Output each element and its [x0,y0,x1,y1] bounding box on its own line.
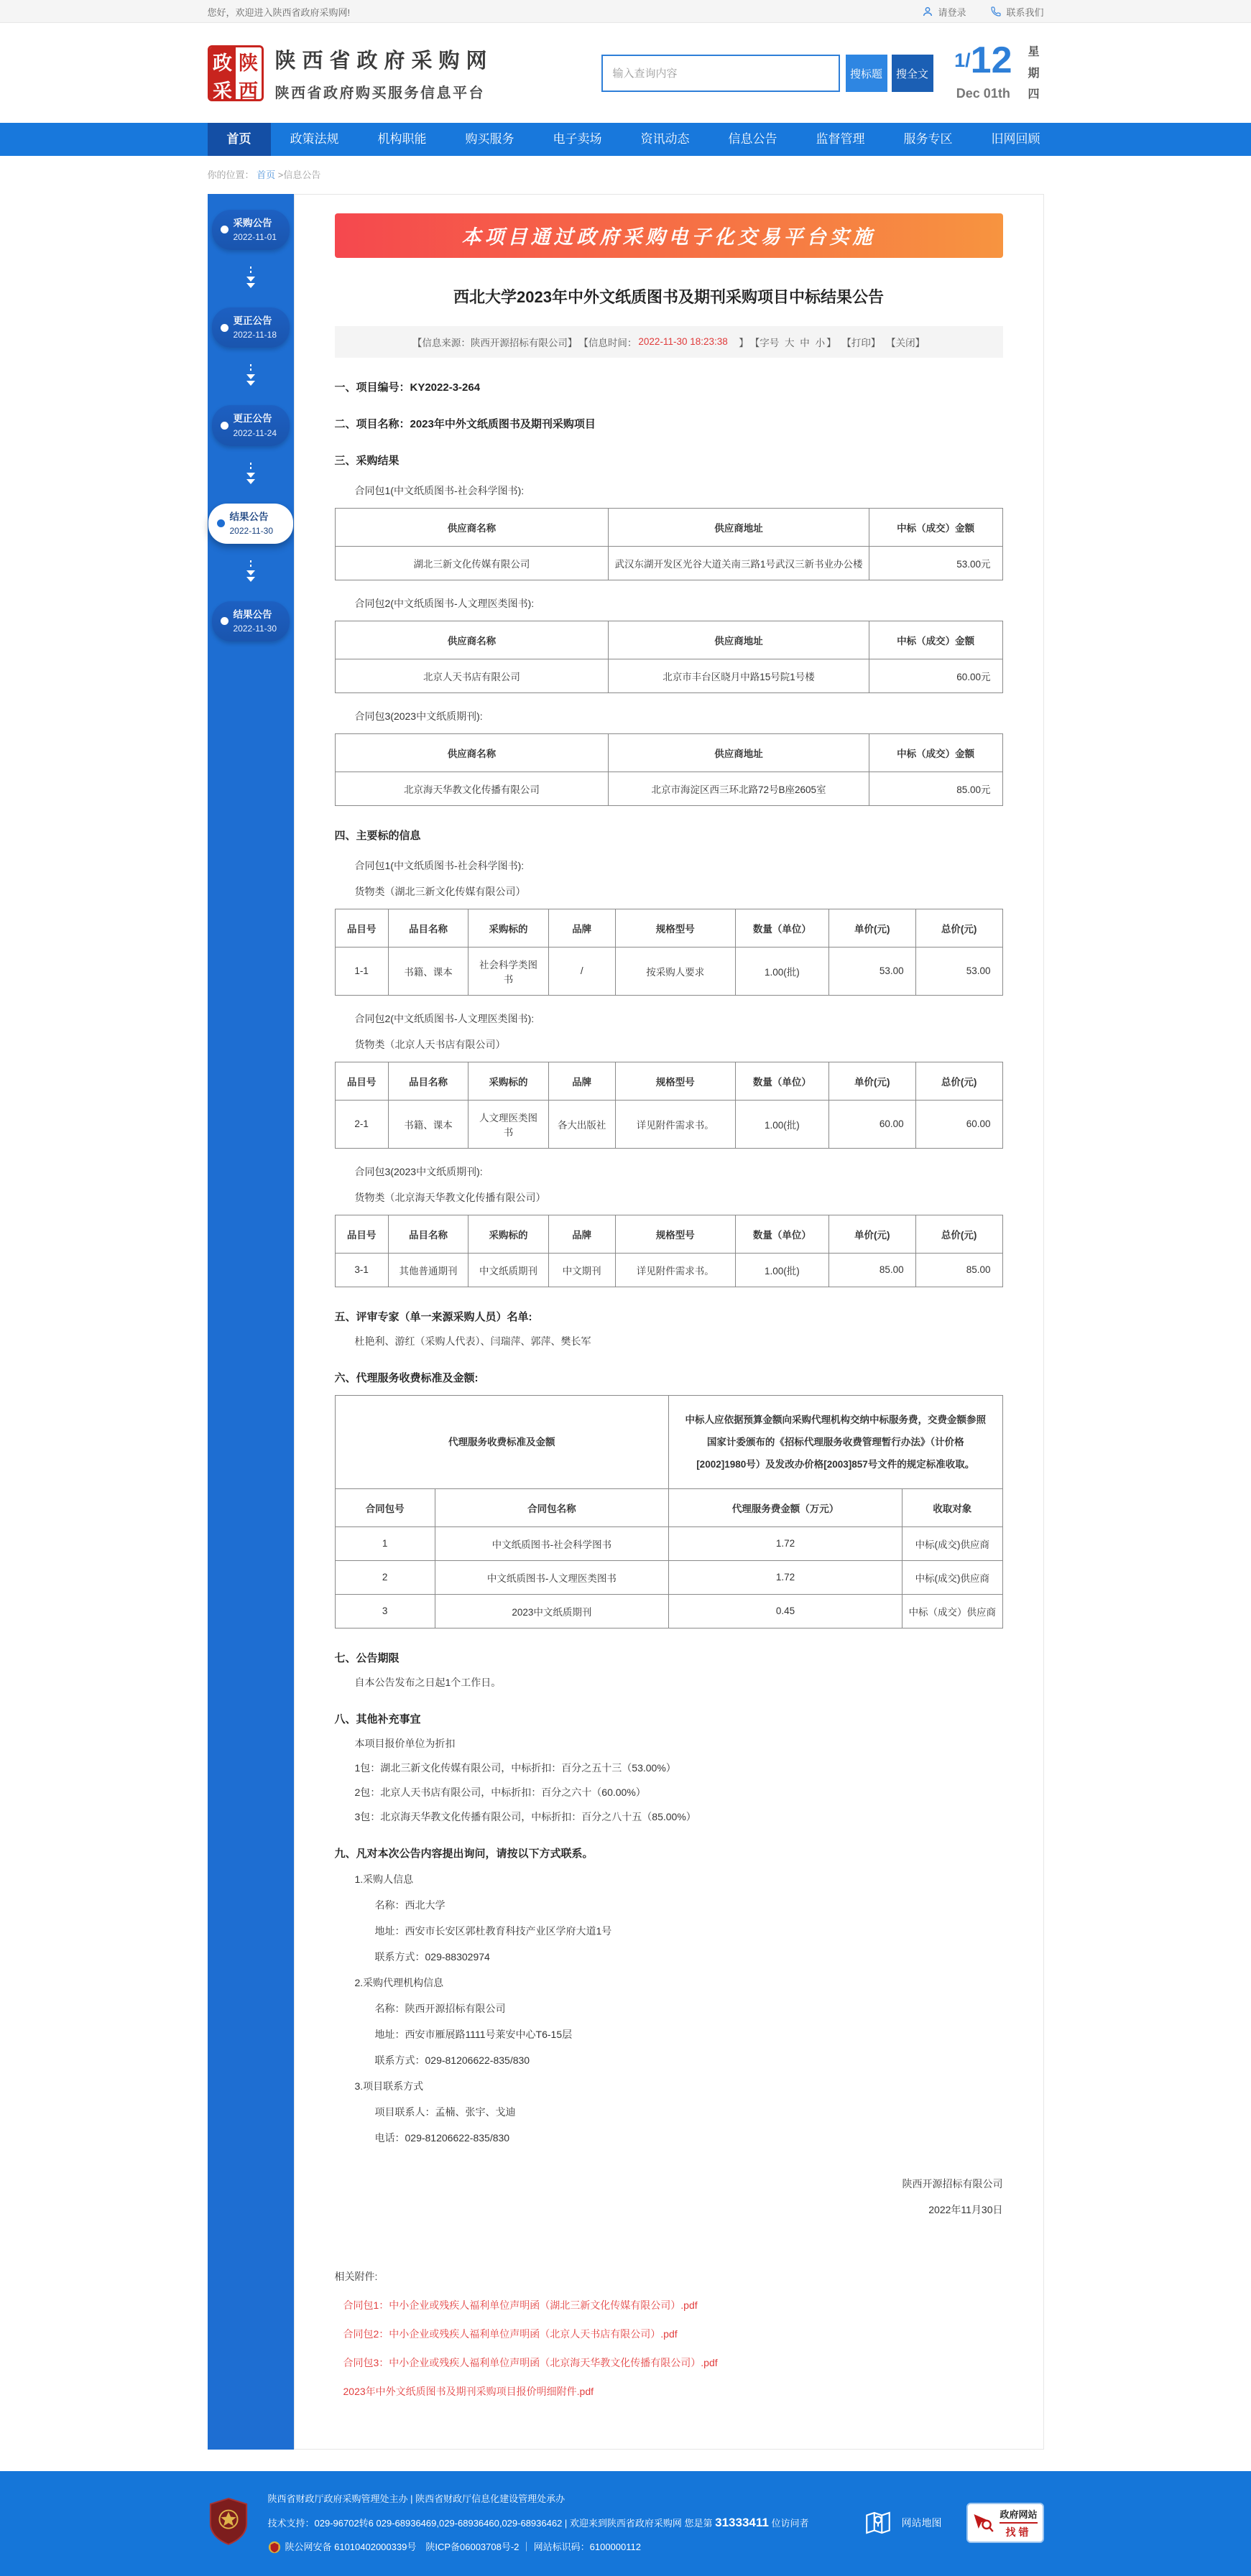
item-table-package-2 [335,1062,1003,1149]
timeline-date: 2022-11-24 [233,427,277,438]
column-header: 品牌 [548,909,615,947]
timeline-dot-icon [221,617,228,625]
section-1-heading: 一、项目编号：KY2022-3-264 [334,381,481,394]
column-header: 规格型号 [615,1062,735,1100]
attachment-link[interactable]: 合同包3：中小企业或残疾人福利单位声明函（北京海天华教文化传播有限公司）.pdf [343,2356,718,2368]
timeline-dot-icon [221,324,228,332]
supplement-line: 1包：湖北三新文化传媒有限公司，中标折扣：百分之五十三（53.00%） [354,1761,676,1774]
item-name: 书籍、课本 [388,947,468,995]
footer-organizer-line: 陕西省财政厅政府采购管理处主办 | 陕西省财政厅信息化建设管理处承办 [267,2493,566,2504]
agency-fee-table [335,1395,1003,1628]
table-row [335,1560,1002,1594]
column-header: 单价(元) [828,909,915,947]
contact-label: 联系我们 [1006,6,1044,18]
column-header: 合同包名称 [435,1488,668,1526]
award-amount: 60.00元 [869,659,1002,692]
breadcrumb-separator: > [275,169,284,180]
column-header: 收取对象 [903,1488,1002,1526]
column-header: 品目名称 [388,1062,468,1100]
package-label: 合同包2(中文纸质图书-人文理医类图书): [354,597,535,609]
contact-link[interactable] [990,5,1043,19]
expert-list: 杜艳利、游红（采购人代表）、闫瑞萍、郭萍、樊长军 [354,1335,591,1347]
supplier-address: 北京市丰台区晓月中路15号院1号楼 [609,659,869,692]
item-qty: 1.00(批) [735,1100,828,1148]
column-header: 品牌 [548,1215,615,1253]
footer-icp-line: 陕公网安备 61010402000339号 陕ICP备06003708号-2 ｜ 网站标识码：6100000112 [285,2542,641,2553]
nav-item-supervision[interactable]: 监督管理 [816,131,865,146]
column-header: 品牌 [548,1062,615,1100]
footer-support-line [268,2509,862,2536]
timeline-dot-icon [217,519,225,527]
section-3-heading: 三、采购结果 [334,454,400,467]
meta-time-suffix: 】 [729,337,749,348]
item-name: 其他普通期刊 [388,1253,468,1287]
award-amount: 53.00元 [869,546,1002,580]
search-fulltext-button[interactable]: 搜全文 [892,55,933,92]
item-spec: 按采购人要求 [615,947,735,995]
fontsize-small-button[interactable]: 小 [815,337,826,348]
supplier-name: 北京海天华教文化传播有限公司 [335,772,609,805]
date-month: 1/ [954,50,971,71]
column-header: 规格型号 [615,1215,735,1253]
item-target: 中文纸质期刊 [468,1253,548,1287]
column-header: 供应商地址 [609,733,869,772]
section-5-heading: 五、评审专家（单一来源采购人员）名单: [334,1310,532,1323]
meta-time-prefix: 【信息时间： [578,337,637,348]
item-no: 3-1 [335,1253,388,1287]
sitemap-label: 网站地图 [901,2517,942,2529]
breadcrumb [208,156,1044,191]
timeline-item-correction-2[interactable] [212,405,290,445]
site-header [0,23,1251,123]
fee-amount: 1.72 [668,1560,902,1594]
down-arrow-icon [208,446,294,504]
table-row [335,772,1002,805]
column-header: 代理服务费金额（万元） [668,1488,902,1526]
fee-standard-label: 代理服务收费标准及金额 [335,1395,668,1488]
column-header: 采购标的 [468,1215,548,1253]
nav-item-announcements[interactable]: 信息公告 [728,131,777,146]
column-header: 总价(元) [915,1062,1002,1100]
meta-source: 【信息来源：陕西开源招标有限公司】 [412,337,578,348]
column-header: 供应商名称 [335,733,609,772]
logo-char: 采 [210,75,236,101]
timeline-title: 更正公告 [233,315,272,327]
column-header: 供应商名称 [335,508,609,546]
column-header: 品目名称 [388,1215,468,1253]
item-total-price: 53.00 [915,947,1002,995]
nav-item-functions[interactable]: 机构职能 [377,131,427,146]
site-title: 陕西省政府采购网 [274,50,494,73]
timeline-item-correction-1[interactable] [212,307,290,348]
column-header: 供应商名称 [335,621,609,659]
contact-line: 地址：西安市雁展路1111号莱安中心T6-15层 [374,2028,573,2040]
column-header: 品目号 [335,1062,388,1100]
nav-item-home[interactable]: 首页 [208,123,271,156]
timeline-sidebar [208,194,294,2450]
column-header: 总价(元) [915,909,1002,947]
item-target: 人文理医类图书 [468,1100,548,1148]
attachment-link[interactable]: 2023年中外文纸质图书及期刊采购项目报价明细附件.pdf [343,2385,594,2397]
item-qty: 1.00(批) [735,947,828,995]
down-arrow-icon [208,348,294,405]
package-label: 合同包3(2023中文纸质期刊): [354,1165,483,1177]
timeline-item-procurement-notice[interactable] [212,210,290,250]
footer-visitors-suffix: 位访问者 [768,2517,809,2529]
package-category: 货物类（湖北三新文化传媒有限公司） [354,885,526,897]
package-no: 1 [335,1526,435,1560]
section-7-heading: 七、公告期限 [334,1651,400,1664]
fee-payer: 中标(成交)供应商 [903,1526,1002,1560]
package-name: 中文纸质图书-人文理医类图书 [435,1560,668,1594]
item-no: 2-1 [335,1100,388,1148]
contact-group-title: 1.采购人信息 [354,1873,414,1885]
award-amount: 85.00元 [869,772,1002,805]
fee-payer: 中标（成交）供应商 [903,1594,1002,1628]
table-row [335,1594,1002,1628]
site-footer [0,2471,1251,2576]
sitemap-link[interactable] [862,2508,942,2538]
welcome-text: 您好，欢迎进入陕西省政府采购网! [207,6,351,18]
fee-amount: 0.45 [668,1594,902,1628]
item-brand: / [548,947,615,995]
fontsize-medium-button[interactable]: 中 [800,337,810,348]
user-icon [922,6,933,17]
visitor-count: 31333411 [715,2515,769,2529]
column-header: 规格型号 [615,909,735,947]
package-name: 2023中文纸质期刊 [435,1594,668,1628]
result-table-package-1 [335,508,1003,580]
fee-amount: 1.72 [668,1526,902,1560]
table-row [335,1100,1002,1148]
logo-char: 政 [210,47,236,75]
item-qty: 1.00(批) [735,1253,828,1287]
nav-item-service-zone[interactable]: 服务专区 [903,131,953,146]
result-table-package-3 [335,733,1003,806]
timeline-dot-icon [221,226,228,233]
search-input[interactable] [601,55,840,92]
item-unit-price: 53.00 [828,947,915,995]
timeline-item-result-notice-2[interactable] [212,601,290,641]
result-table-package-2 [335,621,1003,693]
badge-find-error-label: 找错 [1005,2526,1032,2538]
top-bar [0,0,1251,23]
section-6-heading: 六、代理服务收费标准及金额: [334,1371,479,1384]
fee-payer: 中标(成交)供应商 [903,1560,1002,1594]
contact-group-title: 2.采购代理机构信息 [354,1976,444,1988]
attachments-label: 相关附件: [334,2270,378,2282]
package-no: 2 [335,1560,435,1594]
item-total-price: 85.00 [915,1253,1002,1287]
column-header: 数量（单位） [735,909,828,947]
login-label: 请登录 [938,6,966,18]
site-logo [208,45,264,101]
item-name: 书籍、课本 [388,1100,468,1148]
column-header: 品目名称 [388,909,468,947]
contact-line: 地址：西安市长安区郭杜教育科技产业区学府大道1号 [374,1924,612,1937]
login-link[interactable] [922,5,966,19]
breadcrumb-home-link[interactable]: 首页 [257,169,276,180]
section-8-heading: 八、其他补充事宜 [334,1713,421,1725]
fontsize-large-button[interactable]: 大 [785,337,795,348]
column-header: 采购标的 [468,1062,548,1100]
column-header: 单价(元) [828,1062,915,1100]
package-label: 合同包1(中文纸质图书-社会科学图书): [354,484,525,496]
item-spec: 详见附件需求书。 [615,1253,735,1287]
contact-line: 联系方式：029-81206622-835/830 [374,2054,530,2066]
column-header: 供应商地址 [609,621,869,659]
supplier-name: 北京人天书店有限公司 [335,659,609,692]
platform-banner [335,213,1003,258]
column-header: 中标（成交）金额 [869,508,1002,546]
column-header: 单价(元) [828,1215,915,1253]
search-title-button[interactable]: 搜标题 [846,55,887,92]
item-table-package-3 [335,1215,1003,1287]
timeline-date: 2022-11-01 [233,232,277,243]
timeline-dot-icon [221,422,228,430]
column-header: 中标（成交）金额 [869,733,1002,772]
print-button[interactable]: 【打印】 [841,337,881,348]
table-row [335,1253,1002,1287]
main-nav [0,123,1251,156]
nav-item-old-site[interactable]: 旧网回顾 [991,131,1040,146]
government-shield-icon [208,2497,249,2549]
contact-line: 联系方式：029-88302974 [374,1950,490,1963]
contact-line: 名称：西北大学 [374,1899,446,1911]
package-label: 合同包1(中文纸质图书-社会科学图书): [354,859,525,871]
column-header: 总价(元) [915,1215,1002,1253]
package-name: 中文纸质图书-社会科学图书 [435,1526,668,1560]
signoff-company: 陕西开源招标有限公司 [902,2177,1003,2190]
section-9-heading: 九、凡对本次公告内容提出询问，请按以下方式联系。 [334,1847,594,1860]
contact-group-title: 3.项目联系方式 [354,2080,424,2092]
article-title: 西北大学2023年中外文纸质图书及期刊采购项目中标结果公告 [453,287,884,306]
item-unit-price: 85.00 [828,1253,915,1287]
table-row [335,659,1002,692]
site-subtitle: 陕西省政府购买服务信息平台 [274,85,485,102]
item-spec: 详见附件需求书。 [615,1100,735,1148]
meta-fontsize-prefix: 【字号 [749,337,780,348]
meta-time: 2022-11-30 18:23:38 [638,336,728,348]
package-no: 3 [335,1594,435,1628]
down-arrow-icon [208,250,294,307]
supplier-address: 武汉东湖开发区光谷大道关南三路1号武汉三新书业办公楼 [609,546,869,580]
platform-banner-text: 本项目通过政府采购电子化交易平台实施 [461,226,876,249]
item-brand: 中文期刊 [548,1253,615,1287]
error-report-arrow-magnifier-icon [972,2511,995,2534]
timeline-title: 更正公告 [233,413,272,425]
attachments [335,2269,1003,2399]
column-header: 合同包号 [335,1488,435,1526]
supplier-name: 湖北三新文化传媒有限公司 [335,546,609,580]
meta-fontsize-suffix: 】 [826,337,836,348]
date-day: 12 [970,40,1012,81]
attachment-link[interactable]: 合同包1：中小企业或残疾人福利单位声明函（湖北三新文化传媒有限公司）.pdf [343,2299,698,2311]
column-header: 数量（单位） [735,1062,828,1100]
attachment-link[interactable]: 合同包2：中小企业或残疾人福利单位声明函（北京人天书店有限公司）.pdf [343,2327,678,2340]
phone-icon [990,6,1002,17]
fee-standard-description: 中标人应依据预算金额向采购代理机构交纳中标服务费，交费金额参照国家计委颁布的《招标代理服务收费管理暂行办法》（计价格[2002]1980号）及发改办价格[2003]857号文件的规定标准收取。 [668,1395,1002,1488]
supplement-line: 3包：北京海天华教文化传播有限公司，中标折扣：百分之八十五（85.00%） [354,1810,696,1822]
item-no: 1-1 [335,947,388,995]
nav-item-news[interactable]: 资讯动态 [640,131,690,146]
contact-line: 名称：陕西开源招标有限公司 [374,2002,506,2014]
timeline-date: 2022-11-30 [233,624,277,634]
column-header: 数量（单位） [735,1215,828,1253]
article-meta-bar [335,326,1003,358]
timeline-date: 2022-11-30 [229,525,273,536]
logo-char: 西 [236,75,262,101]
down-arrow-icon [208,544,294,601]
timeline-title: 结果公告 [229,511,269,522]
timeline-title: 结果公告 [233,608,272,620]
timeline-item-result-notice-active[interactable] [208,504,293,544]
badge-gov-site-label: 政府网站 [1000,2507,1037,2524]
table-row [335,1526,1002,1560]
section-4-heading: 四、主要标的信息 [334,829,421,842]
nav-item-emarket[interactable]: 电子卖场 [553,131,602,146]
logo-char: 陕 [236,47,262,75]
breadcrumb-prefix: 你的位置： [207,169,254,180]
item-table-package-1 [335,909,1003,996]
section-2-heading: 二、项目名称：2023年中外文纸质图书及期刊采购项目 [334,417,596,430]
timeline-title: 采购公告 [233,217,272,228]
item-unit-price: 60.00 [828,1100,915,1148]
map-icon [862,2508,895,2538]
supplier-address: 北京市海淀区西三环北路72号B座2605室 [609,772,869,805]
article-panel [294,194,1044,2450]
nav-item-policy[interactable]: 政策法规 [290,131,339,146]
contact-line: 电话：029-81206622-835/830 [374,2131,510,2144]
public-security-badge-icon [268,2541,281,2554]
item-total-price: 60.00 [915,1100,1002,1148]
notice-period: 自本公告发布之日起1个工作日。 [354,1676,502,1688]
item-brand: 各大出版社 [548,1100,615,1148]
date-english: Dec 01th [956,86,1010,101]
contact-line: 项目联系人：孟楠、张宇、戈迪 [374,2105,516,2118]
breadcrumb-current: 信息公告 [283,169,321,180]
package-label: 合同包2(中文纸质图书-人文理医类图书): [354,1012,535,1024]
date-weekday: 星期四 [1028,46,1040,101]
date-widget [954,42,1043,106]
column-header: 中标（成交）金额 [869,621,1002,659]
column-header: 品目号 [335,909,388,947]
close-button[interactable]: 【关闭】 [886,337,925,348]
search-box [601,55,933,92]
timeline-date: 2022-11-18 [233,330,277,340]
signoff-date: 2022年11月30日 [928,2204,1003,2216]
package-label: 合同包3(2023中文纸质期刊): [354,710,483,722]
column-header: 品目号 [335,1215,388,1253]
table-row [335,546,1002,580]
supplement-line: 本项目报价单位为折扣 [354,1737,456,1749]
gov-site-error-report-badge[interactable] [966,2503,1044,2543]
nav-item-purchase-service[interactable]: 购买服务 [465,131,514,146]
footer-support-text: 技术支持：029-96702转6 029-68936469,029-68936460,029-68936462 | 欢迎来到陕西省政府采购网 您是第 [267,2517,716,2529]
item-target: 社会科学类图书 [468,947,548,995]
column-header: 采购标的 [468,909,548,947]
table-row [335,947,1002,995]
package-category: 货物类（北京人天书店有限公司） [354,1038,506,1050]
package-category: 货物类（北京海天华教文化传播有限公司） [354,1191,546,1203]
supplement-line: 2包：北京人天书店有限公司，中标折扣：百分之六十（60.00%） [354,1786,646,1798]
column-header: 供应商地址 [609,508,869,546]
